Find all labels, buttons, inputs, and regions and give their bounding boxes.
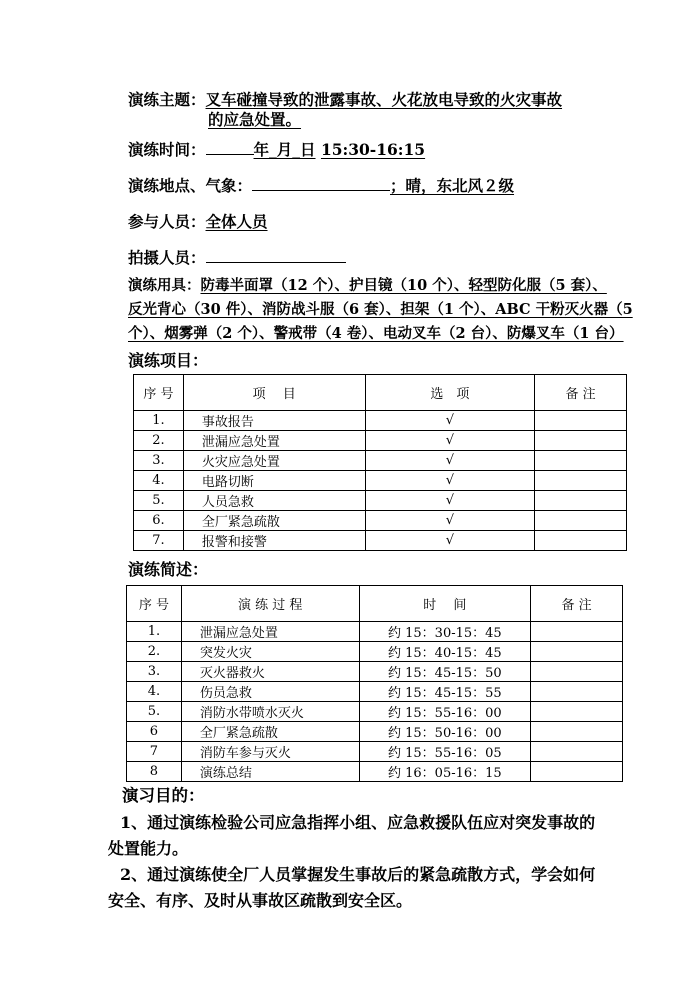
summary-table	[126, 585, 623, 782]
row-no: 1.	[134, 411, 184, 431]
table-row	[134, 491, 627, 511]
row-note	[535, 531, 627, 551]
summary-section-title: 演练简述：	[128, 560, 209, 579]
row-process: 消防车参与灭火	[181, 742, 359, 762]
row-no: 6	[127, 722, 182, 742]
row-note	[531, 622, 623, 642]
year-blank	[206, 140, 254, 155]
table-row	[134, 511, 627, 531]
items-section-title: 演练项目：	[128, 351, 209, 370]
row-process: 突发火灾	[181, 642, 359, 662]
row-note	[531, 642, 623, 662]
place-label: 演练地点、气象：	[128, 176, 253, 195]
row-time: 约 15：30-15：45	[359, 622, 531, 642]
equipment-line-1	[128, 274, 607, 295]
row-process: 全厂紧急疏散	[181, 722, 359, 742]
row-note	[535, 451, 627, 471]
table-row	[127, 762, 623, 782]
row-no: 6.	[134, 511, 184, 531]
theme-value-1: 叉车碰撞导致的泄露事故、火花放电导致的火灾事故	[205, 90, 563, 109]
table-row	[134, 411, 627, 431]
table-row	[127, 742, 623, 762]
participants-line	[128, 210, 268, 232]
row-no: 2.	[127, 642, 182, 662]
equipment-label: 演练用具：	[128, 277, 201, 294]
table-row	[127, 702, 623, 722]
row-name: 火灾应急处置	[183, 451, 365, 471]
time-value: 15:30-16:15	[320, 140, 426, 159]
equipment-value-2: 反光背心（30 件）、消防战斗服（6 套）、担架（1 个）、ABC 干粉灭火器（5	[128, 301, 633, 318]
purpose-paragraph-1: 1、通过演练检验公司应急指挥小组、应急救援队伍应对突发事故的处置能力。	[108, 813, 596, 858]
equipment-value-1: 防毒半面罩（12 个）、护目镜（10 个）、轻型防化服（5 套）、	[200, 277, 607, 294]
theme-label: 演练主题：	[128, 90, 206, 109]
check-mark: √	[365, 491, 535, 511]
row-time: 约 15：45-15：55	[359, 682, 531, 702]
row-note	[535, 511, 627, 531]
table-row	[127, 662, 623, 682]
photographer-line	[128, 246, 346, 268]
time-label: 演练时间：	[128, 140, 206, 159]
row-no: 7.	[134, 531, 184, 551]
row-name: 泄漏应急处置	[183, 431, 365, 451]
table-row	[127, 682, 623, 702]
row-no: 2.	[134, 431, 184, 451]
row-note	[531, 762, 623, 782]
summary-header-row	[127, 586, 623, 622]
row-time: 约 15：55-16：05	[359, 742, 531, 762]
purpose-title: 演习目的：	[122, 786, 205, 805]
items-table	[133, 374, 627, 551]
participants-value: 全体人员	[205, 212, 268, 231]
row-time: 约 15：45-15：50	[359, 662, 531, 682]
row-note	[535, 471, 627, 491]
summary-header-process: 演 练 过 程	[181, 586, 359, 622]
equipment-value-3: 个）、烟雾弹（2 个）、警戒带（4 卷）、电动叉车（2 台）、防爆叉车（1 台）	[128, 325, 624, 342]
row-process: 伤员急救	[181, 682, 359, 702]
items-header-note: 备 注	[535, 375, 627, 411]
check-mark: √	[365, 531, 535, 551]
summary-header-time: 时 间	[359, 586, 531, 622]
row-process: 演练总结	[181, 762, 359, 782]
row-no: 4.	[134, 471, 184, 491]
table-row	[127, 622, 623, 642]
row-no: 8	[127, 762, 182, 782]
check-mark: √	[365, 411, 535, 431]
equipment-line-2	[128, 298, 633, 319]
row-no: 3.	[127, 662, 182, 682]
items-header-row	[134, 375, 627, 411]
check-mark: √	[365, 451, 535, 471]
photographer-blank	[206, 248, 346, 263]
row-name: 人员急救	[183, 491, 365, 511]
row-no: 5.	[134, 491, 184, 511]
table-row	[127, 722, 623, 742]
row-time: 约 16：05-16：15	[359, 762, 531, 782]
row-process: 泄漏应急处置	[181, 622, 359, 642]
row-no: 1.	[127, 622, 182, 642]
row-name: 电路切断	[183, 471, 365, 491]
summary-header-note: 备 注	[531, 586, 623, 622]
row-note	[531, 702, 623, 722]
row-note	[535, 431, 627, 451]
theme-line-1	[128, 88, 562, 110]
equipment-line-3	[128, 322, 624, 343]
check-mark: √	[365, 471, 535, 491]
row-time: 约 15：55-16：00	[359, 702, 531, 722]
check-mark: √	[365, 511, 535, 531]
purpose-paragraph-2: 2、通过演练使全厂人员掌握发生事故后的紧急疏散方式，学会如何安全、有序、及时从事故区疏散到安全区。	[108, 865, 596, 910]
items-header-name: 项 目	[183, 375, 365, 411]
check-mark: √	[365, 431, 535, 451]
row-no: 3.	[134, 451, 184, 471]
photographer-label: 拍摄人员：	[128, 248, 206, 267]
row-name: 报警和接警	[183, 531, 365, 551]
row-name: 事故报告	[183, 411, 365, 431]
table-row	[134, 451, 627, 471]
time-date: 年_月_日	[253, 140, 316, 159]
row-note	[535, 411, 627, 431]
table-row	[134, 431, 627, 451]
table-row	[127, 642, 623, 662]
theme-line-2	[208, 108, 301, 130]
row-note	[535, 491, 627, 511]
table-row	[134, 471, 627, 491]
row-process: 灭火器救火	[181, 662, 359, 682]
time-line	[128, 138, 425, 160]
place-line	[128, 174, 514, 196]
row-note	[531, 662, 623, 682]
theme-value-2: 的应急处置。	[208, 110, 302, 129]
items-header-no: 序 号	[134, 375, 184, 411]
items-header-option: 选 项	[365, 375, 535, 411]
row-time: 约 15：40-15：45	[359, 642, 531, 662]
row-no: 4.	[127, 682, 182, 702]
summary-header-no: 序 号	[127, 586, 182, 622]
row-note	[531, 722, 623, 742]
table-row	[134, 531, 627, 551]
row-name: 全厂紧急疏散	[183, 511, 365, 531]
place-value: ；晴，东北风２级	[390, 176, 515, 195]
row-no: 5.	[127, 702, 182, 722]
row-time: 约 15：50-16：00	[359, 722, 531, 742]
row-note	[531, 682, 623, 702]
place-blank	[252, 176, 390, 191]
row-no: 7	[127, 742, 182, 762]
row-note	[531, 742, 623, 762]
row-process: 消防水带喷水灭火	[181, 702, 359, 722]
participants-label: 参与人员：	[128, 212, 206, 231]
